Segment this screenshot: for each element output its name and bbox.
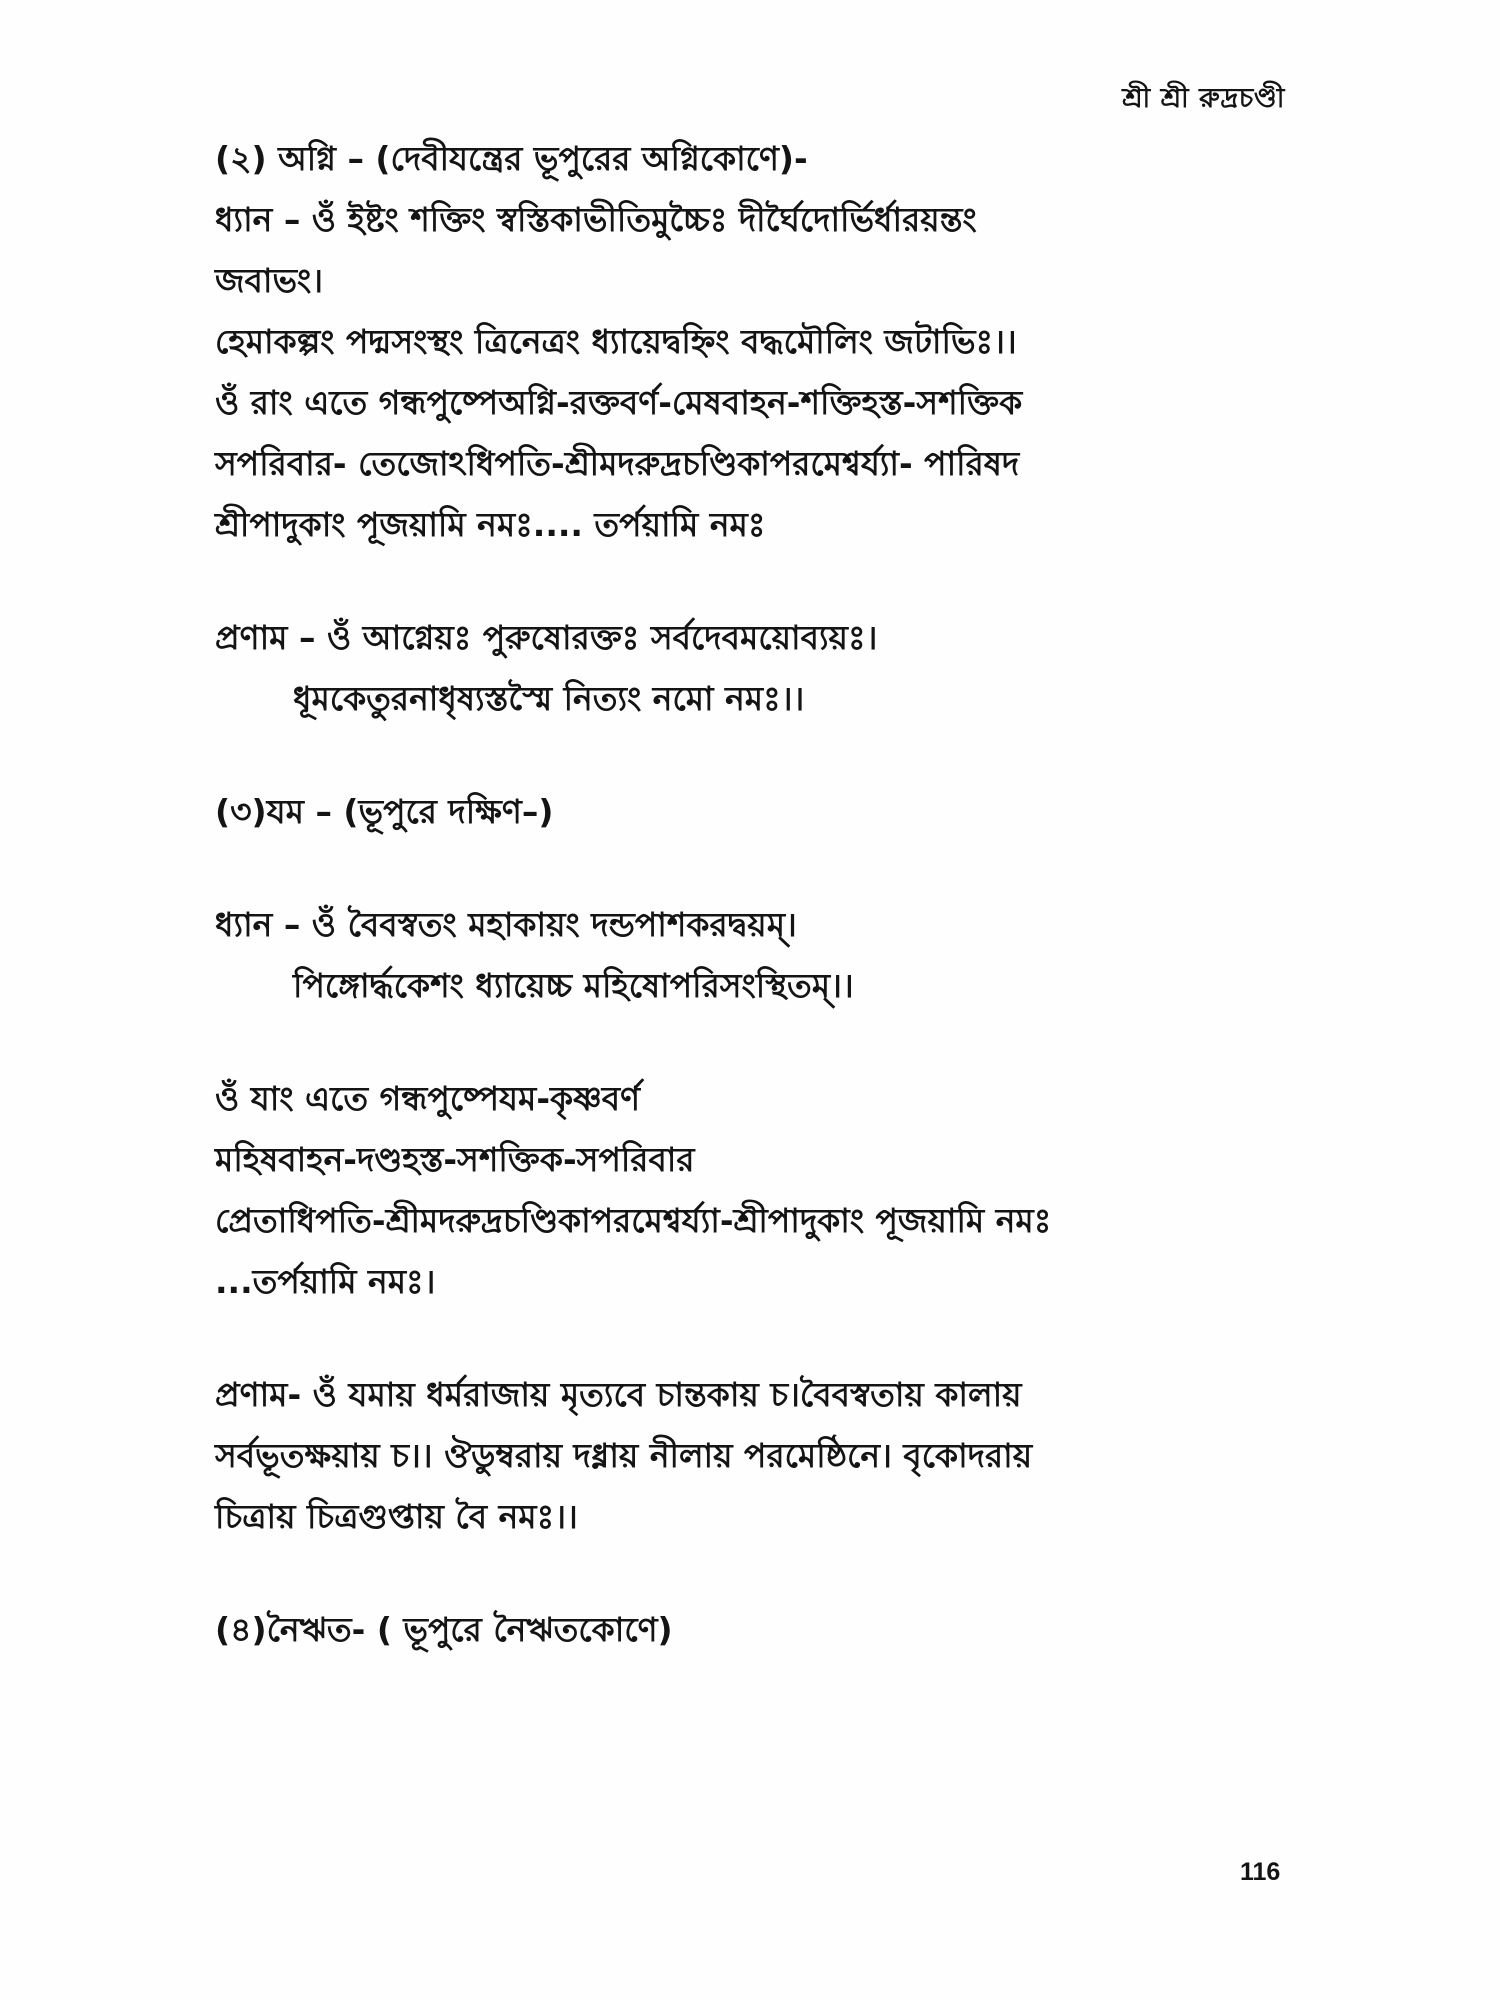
yama-puja-line-3: প্রেতাধিপতি-শ্রীমদরুদ্রচণ্ডিকাপরমেশ্বর্য্যা-শ্রীপাদুকাং পূজয়ামি নমঃ: [215, 1201, 1052, 1240]
section-nairrita-heading: (৪)নৈঋত- ( ভূপুরে নৈঋতকোণে): [215, 1610, 673, 1649]
agni-pranam-line-2: ধূমকেতুরনাধৃষ্যস্তস্মৈ নিত্যং নমো নমঃ।।: [293, 679, 805, 718]
page-number: 116: [1240, 1858, 1281, 1886]
yama-dhyan-line-1: ধ্যান – ওঁ বৈবস্বতং মহাকায়ং দন্ডপাশকরদ্বয়ম্।: [215, 905, 797, 944]
paragraph-gap: [215, 842, 1315, 894]
yama-pranam-line-2: সর্বভূতক্ষয়ায় চ।। ঔডুম্বরায় দধ্নায় নীলায় পরমেষ্ঠিনে। বৃকোদরায়: [215, 1436, 1033, 1475]
section-yama-heading: (৩)যম – (ভূপুরে দক্ষিণ–): [215, 792, 554, 831]
page-body: [215, 128, 1315, 1660]
agni-dhyan-line-3: হেমাকল্পং পদ্মসংস্থং ত্রিনেত্রং ধ্যায়েদ্বহ্নিং বদ্ধমৌলিং জটাভিঃ।।: [215, 322, 1017, 361]
agni-puja-line-1: ওঁ রাং এতে গন্ধপুষ্পেঅগ্নি-রক্তবর্ণ-মেষবাহন-শক্তিহস্ত-সশক্তিক: [215, 383, 1023, 422]
agni-puja-line-3: শ্রীপাদুকাং পূজয়ামি নমঃ.... তর্পয়ামি নমঃ: [215, 505, 766, 544]
section-agni-heading: (২) অগ্নি – (দেবীযন্ত্রের ভূপুরের অগ্নিকোণে)-: [215, 139, 808, 178]
yama-pranam-line-1: প্রণাম- ওঁ যমায় ধর্মরাজায় মৃত্যবে চান্তকায় চ।বৈবস্বতায় কালায়: [215, 1375, 1022, 1414]
paragraph-gap: [215, 729, 1315, 781]
yama-dhyan-line-2: পিঙ্গোর্দ্ধকেশং ধ্যায়েচ্চ মহিষোপরিসংস্থিতম্।।: [293, 966, 854, 1005]
paragraph-gap: [215, 555, 1315, 607]
agni-dhyan-line-2: জবাভং।: [215, 261, 324, 300]
paragraph-gap: [215, 1547, 1315, 1599]
yama-puja-line-4: ...তর্পয়ামি নমঃ।: [215, 1262, 436, 1301]
agni-puja-line-2: সপরিবার- তেজোঽধিপতি-শ্রীমদরুদ্রচণ্ডিকাপরমেশ্বর্য্যা- পারিষদ: [215, 444, 1020, 483]
agni-pranam-line-1: প্রণাম – ওঁ আগ্নেয়ঃ পুরুষোরক্তঃ সর্বদেবময়োব্যয়ঃ।: [215, 618, 878, 657]
yama-pranam-line-3: চিত্রায় চিত্রগুপ্তায় বৈ নমঃ।।: [215, 1497, 578, 1536]
paragraph-gap: [215, 1016, 1315, 1068]
yama-puja-line-1: ওঁ যাং এতে গন্ধপুষ্পেযম-কৃষ্ণবর্ণ: [215, 1079, 641, 1118]
running-head-title: শ্রী শ্রী রুদ্রচণ্ডী: [1122, 83, 1285, 114]
agni-dhyan-line-1: ধ্যান – ওঁ ইষ্টং শক্তিং স্বস্তিকাভীতিমুচ্চৈঃ দীর্ঘৈদোর্ভির্ধারয়ন্তং: [215, 200, 977, 239]
yama-puja-line-2: মহিষবাহন-দণ্ডহস্ত-সশক্তিক-সপরিবার: [215, 1140, 695, 1179]
paragraph-gap: [215, 1312, 1315, 1364]
